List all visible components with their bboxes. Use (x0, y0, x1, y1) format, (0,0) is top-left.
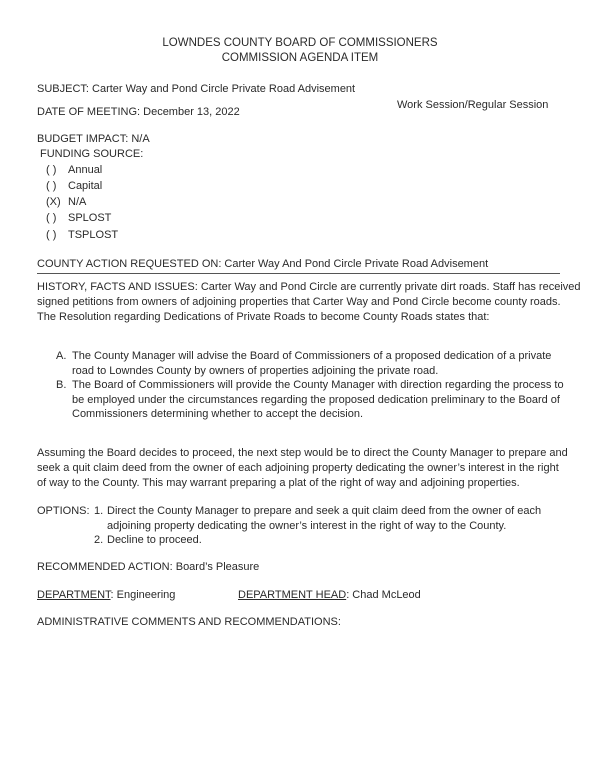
funding-option: Annual (68, 164, 103, 176)
funding-mark: (X) (46, 196, 61, 208)
option-line: adjoining property dedicating the owner’s interest in the right of way to the County. (107, 520, 507, 532)
subject: SUBJECT: Carter Way and Pond Circle Private Road Advisement (37, 83, 356, 95)
budget-impact: BUDGET IMPACT: N/A (37, 133, 150, 145)
option-line: Direct the County Manager to prepare and seek a quit claim deed from the owner of each (107, 505, 542, 517)
options-label: OPTIONS: (37, 505, 90, 517)
assuming-line: seek a quit claim deed from the owner of each adjoining property dedicating the owner’s interest in the right (37, 462, 559, 474)
department-value: : Engineering (110, 589, 176, 601)
recommended-action: RECOMMENDED ACTION: Board’s Pleasure (37, 561, 260, 573)
resolution-item-line: The County Manager will advise the Board of Commissioners of a proposed dedication of a private (72, 350, 552, 362)
funding-mark: ( ) (46, 180, 57, 192)
funding-option: N/A (68, 196, 87, 208)
resolution-item-line: Commissioners determining whether to accept the decision. (72, 408, 364, 420)
funding-mark: ( ) (46, 164, 57, 176)
date-of-meeting: DATE OF MEETING: December 13, 2022 (37, 106, 240, 118)
funding-source-label: FUNDING SOURCE: (40, 148, 144, 160)
funding-mark: ( ) (46, 229, 57, 241)
header-subtitle: COMMISSION AGENDA ITEM (221, 52, 379, 64)
list-marker: A. (56, 350, 67, 362)
option-line: Decline to proceed. (107, 534, 202, 546)
funding-option: SPLOST (68, 212, 112, 224)
history-line: HISTORY, FACTS AND ISSUES: Carter Way and Pond Circle are currently private dirt roads. Staff has received (37, 281, 581, 293)
funding-option: TSPLOST (68, 229, 119, 241)
resolution-item-line: be employed under the circumstances regarding the proposed dedication preliminary to the Board of (72, 394, 560, 406)
department-head-value: : Chad McLeod (346, 589, 421, 601)
resolution-item-line: The Board of Commissioners will provide the County Manager with direction regarding the process to (72, 379, 564, 391)
department (37, 589, 175, 602)
list-marker: 1. (94, 505, 104, 517)
department-label: DEPARTMENT (37, 589, 111, 601)
section-divider (37, 273, 560, 274)
department-head-label: DEPARTMENT HEAD (238, 589, 347, 601)
county-action-requested: COUNTY ACTION REQUESTED ON: Carter Way And Pond Circle Private Road Advisement (37, 258, 489, 270)
history-line: signed petitions from owners of adjoining properties that Carter Way and Pond Circle become county roads. (37, 296, 561, 308)
funding-mark: ( ) (46, 212, 57, 224)
list-marker: 2. (94, 534, 104, 546)
funding-option: Capital (68, 180, 103, 192)
session-type: Work Session/Regular Session (397, 99, 549, 111)
resolution-item-line: road to Lowndes County by owners of properties adjoining the private road. (72, 365, 439, 377)
history-line: The Resolution regarding Dedications of Private Roads to become County Roads states that: (37, 311, 490, 323)
department-head (238, 589, 421, 602)
administrative-comments: ADMINISTRATIVE COMMENTS AND RECOMMENDATIONS: (37, 616, 341, 628)
header-title: LOWNDES COUNTY BOARD OF COMMISSIONERS (162, 37, 438, 49)
assuming-line: of way to the County. This may warrant preparing a plat of the right of way and adjoining properties. (37, 477, 520, 489)
assuming-line: Assuming the Board decides to proceed, the next step would be to direct the County Manager to prepare and (37, 447, 568, 459)
list-marker: B. (56, 379, 67, 391)
